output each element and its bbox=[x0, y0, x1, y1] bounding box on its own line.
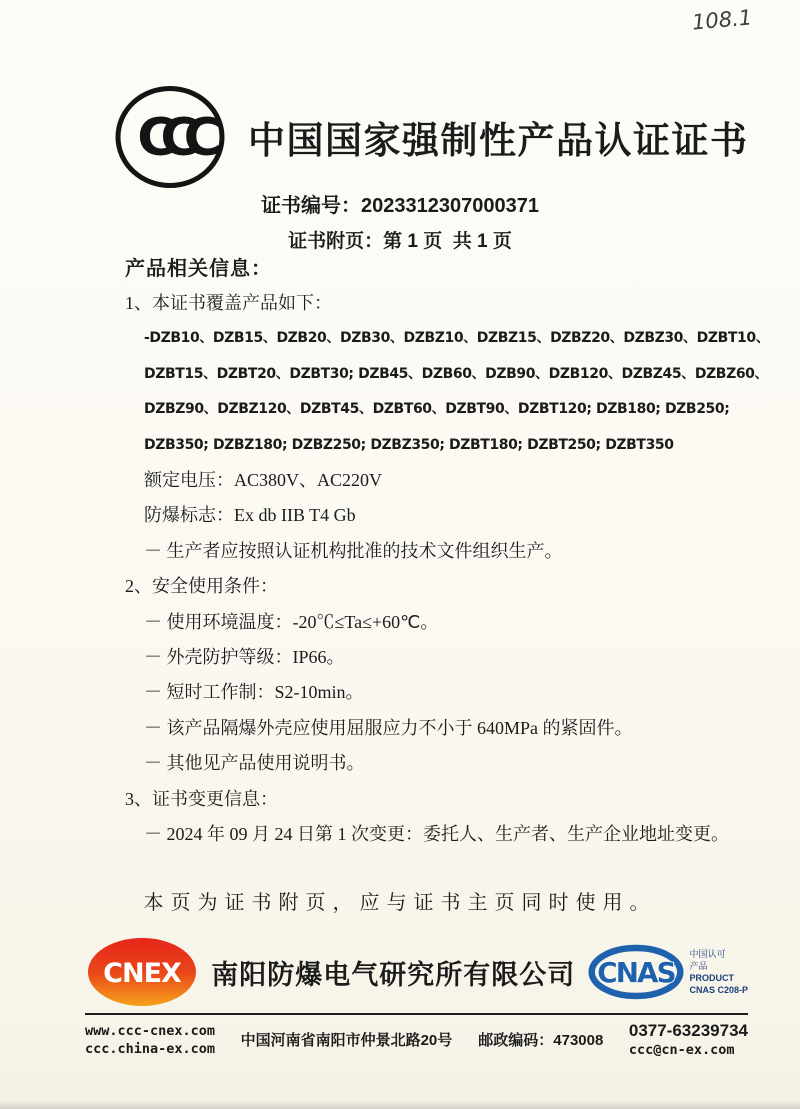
phone-number: 0377-63239734 bbox=[628, 1021, 748, 1040]
cnas-captions bbox=[689, 948, 748, 996]
cnex-logo-icon bbox=[86, 936, 198, 1008]
attachment-page-line bbox=[0, 226, 800, 253]
company-address: 中国河南省南阳市仲景北路20号 bbox=[240, 1032, 453, 1049]
cnex-logo-text: CNEX bbox=[103, 958, 181, 989]
cnas-caption-scheme-code: CNAS C208-P bbox=[689, 985, 748, 995]
attachment-page-label: 证书附页： bbox=[288, 231, 384, 252]
product-information-section bbox=[125, 252, 770, 853]
product-models-line-2: DZBT15、DZBT20、DZBT30; DZB45、DZB60、DZB90、DZB120、DZBZ45、DZBZ60、 bbox=[144, 365, 769, 382]
ex-marking-line: 防爆标志：Ex db IIB T4 Gb bbox=[144, 505, 356, 526]
change-record-line: － 2024 年 09 月 24 日第 1 次变更：委托人、生产者、生产企业地址变更。 bbox=[144, 824, 729, 845]
certificate-number-value: 2023312307000371 bbox=[361, 195, 539, 217]
product-models-line-3: DZBZ90、DZBZ120、DZBT45、DZBT60、DZBT90、DZBT120; DZB180; DZB250; bbox=[144, 401, 730, 418]
email-address: ccc@cn-ex.com bbox=[628, 1042, 735, 1058]
cnas-logo-icon bbox=[588, 943, 684, 1001]
safety-conditions-heading: 2、安全使用条件： bbox=[125, 576, 278, 597]
footer-divider bbox=[85, 1013, 748, 1015]
section-heading: 产品相关信息： bbox=[125, 258, 272, 280]
header bbox=[114, 84, 749, 190]
cnas-logo-text: CNAS bbox=[597, 956, 676, 990]
postcode: 邮政编码：473008 bbox=[478, 1032, 604, 1049]
ip-rating-line: － 外壳防护等级：IP66。 bbox=[144, 647, 345, 668]
website-link-2: ccc.china-ex.com bbox=[85, 1040, 216, 1057]
contact-block bbox=[629, 1021, 748, 1058]
company-name: 南阳防爆电气研究所有限公司 bbox=[211, 959, 576, 990]
fastener-requirement-line: － 该产品隔爆外壳应使用屈服应力不小于 640MPa 的紧固件。 bbox=[144, 717, 633, 738]
page-title: 中国国家强制性产品认证证书 bbox=[248, 121, 749, 162]
website-links bbox=[85, 1023, 215, 1057]
cnas-caption-cn-product: 产品 bbox=[689, 961, 708, 971]
body-line-products-intro: 1、本证书覆盖产品如下： bbox=[125, 293, 332, 313]
rated-voltage-line: 额定电压：AC380V、AC220V bbox=[144, 470, 383, 491]
handwritten-note: 108.1 bbox=[690, 5, 753, 35]
attachment-page-value: 第 1 页 共 1 页 bbox=[383, 231, 512, 252]
cnas-caption-cn-accreditation: 中国认可 bbox=[689, 949, 726, 959]
producer-requirement-line: － 生产者应按照认证机构批准的技术文件组织生产。 bbox=[144, 540, 563, 561]
change-info-heading: 3、证书变更信息： bbox=[125, 788, 278, 809]
see-manual-line: － 其他见产品使用说明书。 bbox=[144, 753, 365, 774]
cnas-mark bbox=[588, 943, 748, 1001]
ccc-logo-icon bbox=[114, 84, 226, 190]
product-models-line-1: -DZB10、DZB15、DZB20、DZB30、DZBZ10、DZBZ15、DZBZ20、DZBZ30、DZBT10、 bbox=[144, 330, 770, 347]
footer-logo-row bbox=[86, 936, 748, 1008]
address-block bbox=[241, 1029, 604, 1050]
website-link-1: www.ccc-cnex.com bbox=[85, 1022, 216, 1039]
ccc-logo-text: CCC bbox=[137, 108, 207, 168]
certificate-number-line bbox=[0, 189, 800, 218]
product-models-line-4: DZB350; DZBZ180; DZBZ250; DZBZ350; DZBT180; DZBT250; DZBT350 bbox=[144, 436, 674, 453]
certificate-number-label: 证书编号： bbox=[261, 195, 362, 217]
footer-contact-row bbox=[85, 1021, 748, 1058]
attachment-usage-note: 本页为证书附页，应与证书主页同时使用。 bbox=[143, 892, 657, 914]
duty-cycle-line: － 短时工作制：S2-10min。 bbox=[144, 682, 364, 703]
cnas-caption-en-product: PRODUCT bbox=[689, 973, 734, 983]
ambient-temperature-line: － 使用环境温度：-20℃≤Ta≤+60℃。 bbox=[144, 611, 439, 632]
